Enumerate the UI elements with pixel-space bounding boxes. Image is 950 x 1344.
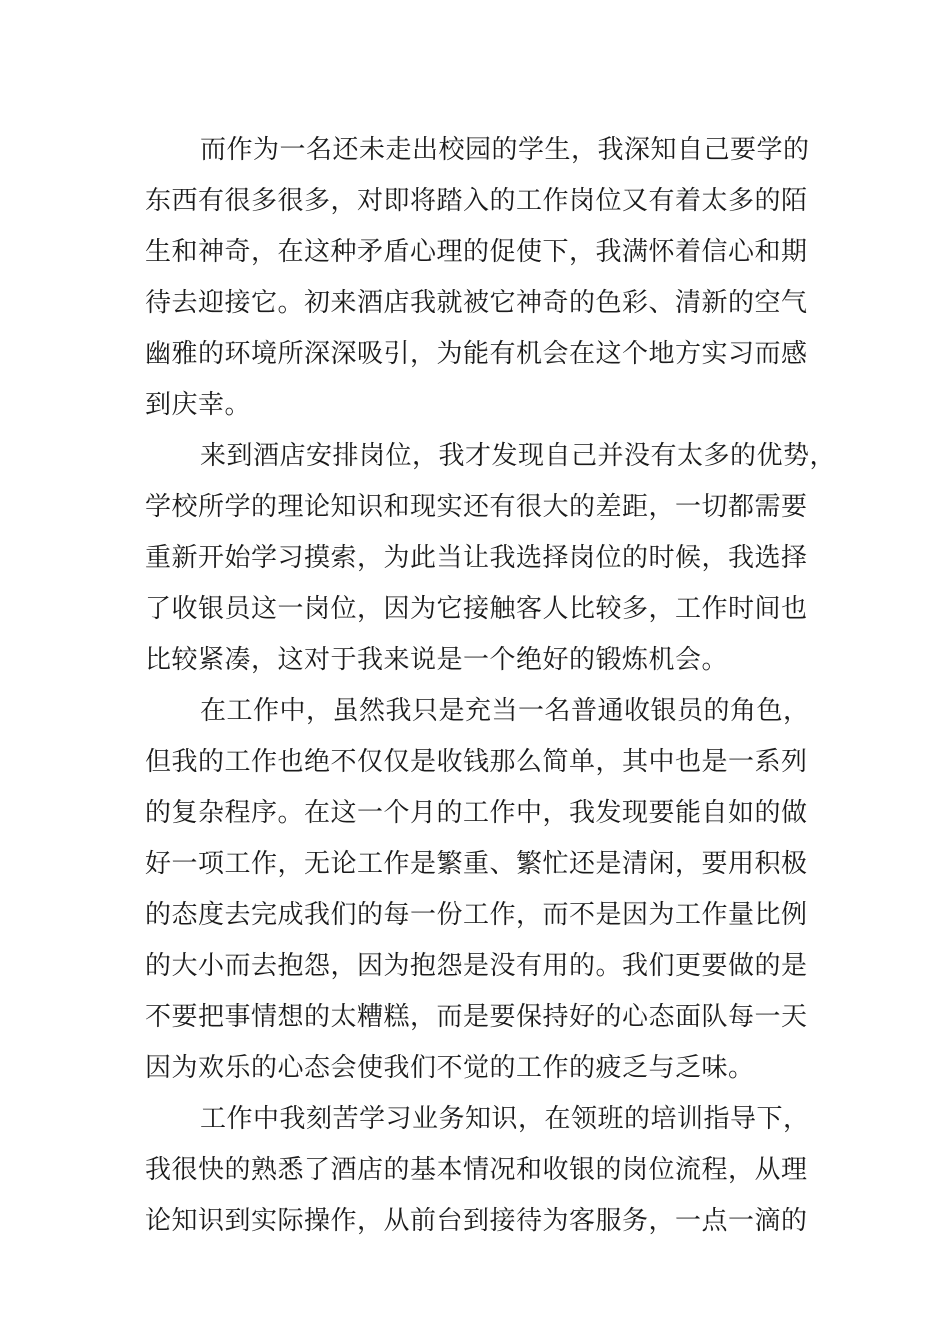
- text-line: 好一项工作，无论工作是繁重、繁忙还是清闲，要用积极: [145, 849, 808, 879]
- text-line: 我很快的熟悉了酒店的基本情况和收银的岗位流程，从理: [145, 1155, 808, 1185]
- text-line: 在工作中，虽然我只是充当一名普通收银员的角色，: [200, 696, 810, 726]
- text-line: 但我的工作也绝不仅仅是收钱那么简单，其中也是一系列: [145, 747, 808, 777]
- paragraph: [145, 431, 837, 686]
- text-line: 幽雅的环境所深深吸引，为能有机会在这个地方实习而感: [145, 339, 808, 369]
- paragraph: [145, 1094, 825, 1247]
- text-line: 来到酒店安排岗位，我才发现自己并没有太多的优势，: [200, 441, 837, 471]
- text-line: 待去迎接它。初来酒店我就被它神奇的色彩、清新的空气: [145, 288, 808, 318]
- text-line: 学校所学的理论知识和现实还有很大的差距，一切都需要: [145, 492, 808, 522]
- text-line: 的复杂程序。在这一个月的工作中，我发现要能自如的做: [145, 798, 808, 828]
- text-line: 东西有很多很多，对即将踏入的工作岗位又有着太多的陌: [145, 186, 808, 216]
- text-line: 的大小而去抱怨，因为抱怨是没有用的。我们更要做的是: [145, 951, 808, 981]
- text-line: 到庆幸。: [145, 390, 252, 420]
- text-line: 因为欢乐的心态会使我们不觉的工作的疲乏与乏味。: [145, 1053, 755, 1083]
- paragraph: [145, 125, 825, 431]
- text-line: 的态度去完成我们的每一份工作，而不是因为工作量比例: [145, 900, 808, 930]
- text-line: 比较紧凑，这对于我来说是一个绝好的锻炼机会。: [145, 645, 729, 675]
- paragraph: [145, 686, 825, 1094]
- text-line: 不要把事情想的太糟糕，而是要保持好的心态面队每一天: [145, 1002, 808, 1032]
- text-line: 重新开始学习摸索，为此当让我选择岗位的时候，我选择: [145, 543, 808, 573]
- text-line: 论知识到实际操作，从前台到接待为客服务，一点一滴的: [145, 1206, 808, 1236]
- text-line: 了收银员这一岗位，因为它接触客人比较多，工作时间也: [145, 594, 808, 624]
- text-line: 工作中我刻苦学习业务知识，在领班的培训指导下，: [200, 1104, 810, 1134]
- text-line: 生和神奇，在这种矛盾心理的促使下，我满怀着信心和期: [145, 237, 808, 267]
- text-line: 而作为一名还未走出校园的学生，我深知自己要学的: [200, 135, 810, 165]
- document-body: [145, 125, 837, 1247]
